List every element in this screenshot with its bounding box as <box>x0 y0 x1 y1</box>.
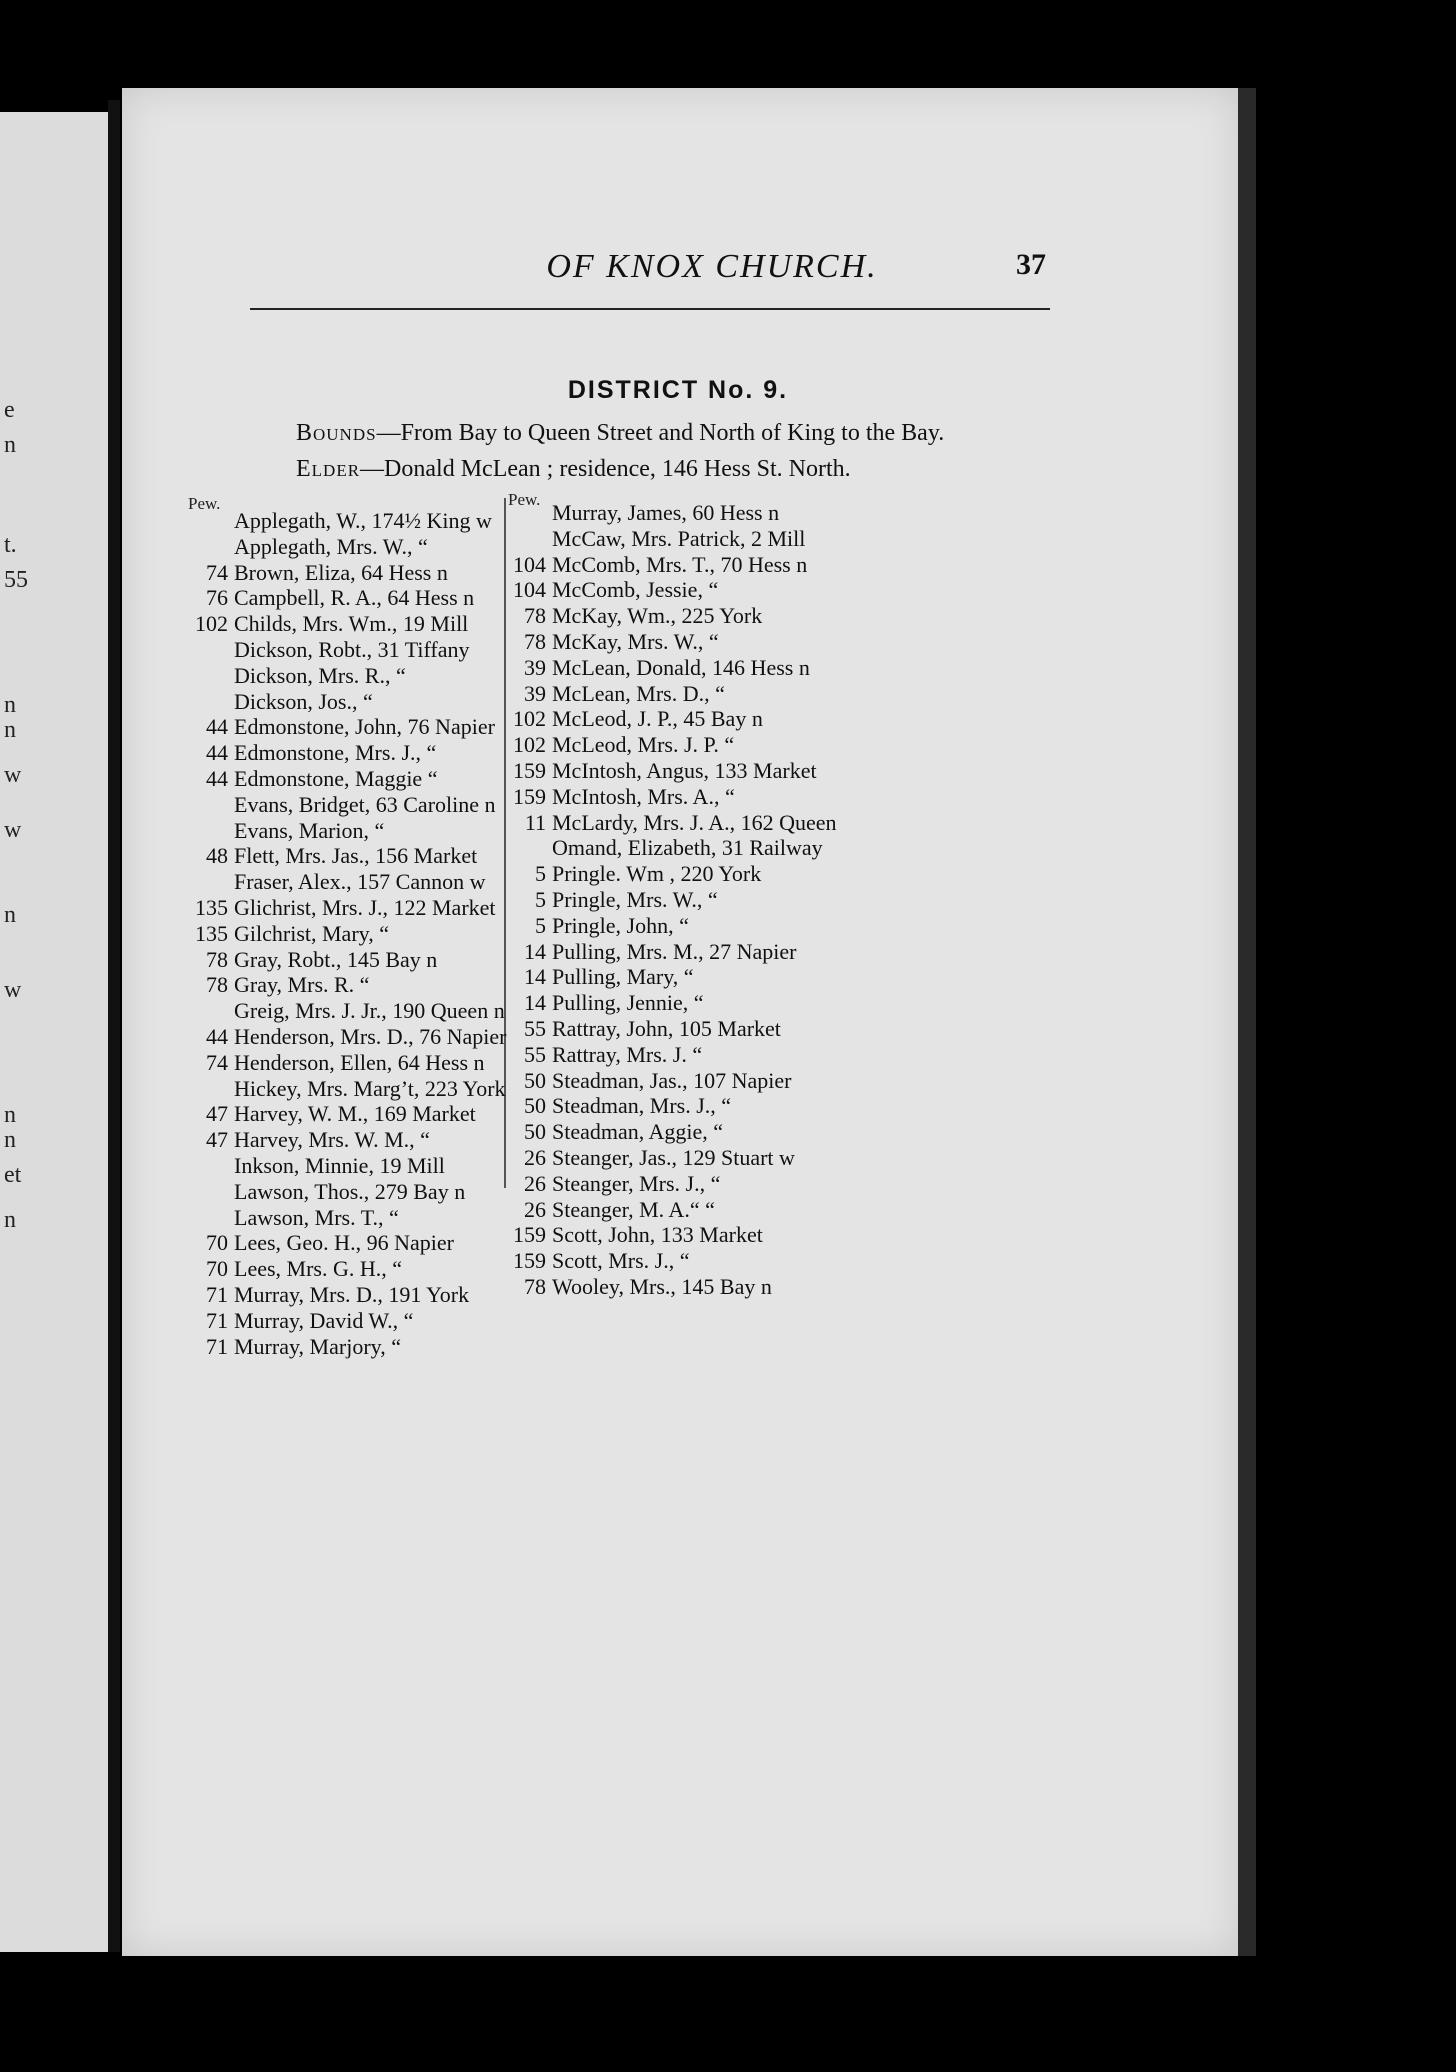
member-entry: McComb, Mrs. T., 70 Hess n <box>552 551 808 577</box>
facing-page-fragment: w <box>4 817 22 843</box>
facing-page-fragment: n <box>4 692 16 718</box>
member-entry: McLean, Donald, 146 Hess n <box>552 654 810 680</box>
directory-row <box>184 611 514 637</box>
member-entry: McComb, Jessie, “ <box>552 577 719 603</box>
member-entry: Edmonstone, Mrs. J., “ <box>234 740 437 766</box>
pew-number: 102 <box>195 611 228 637</box>
pew-number: 135 <box>195 920 228 946</box>
directory-row <box>184 689 514 715</box>
directory-row <box>502 758 922 784</box>
member-entry: Edmonstone, Maggie “ <box>234 765 438 791</box>
member-entry: McIntosh, Mrs. A., “ <box>552 783 735 809</box>
directory-row <box>184 1230 514 1256</box>
pew-number <box>184 1179 234 1205</box>
directory-row <box>184 1308 514 1334</box>
directory-row <box>184 818 514 844</box>
pew-number <box>184 508 234 534</box>
pew-number: 5 <box>535 912 546 938</box>
directory-row <box>184 1256 514 1282</box>
directory-row <box>184 1076 514 1102</box>
directory-row <box>502 526 922 552</box>
member-entry: Fraser, Alex., 157 Cannon w <box>234 869 486 895</box>
directory-row <box>184 534 514 560</box>
member-entry: Evans, Marion, “ <box>234 817 385 843</box>
pew-number: 71 <box>206 1333 228 1359</box>
pew-number: 26 <box>524 1144 546 1170</box>
pew-number: 78 <box>524 603 546 629</box>
pew-number: 5 <box>535 886 546 912</box>
pew-number: 104 <box>513 551 546 577</box>
directory-row <box>502 1248 922 1274</box>
member-entry: Steadman, Jas., 107 Napier <box>552 1067 792 1093</box>
directory-row <box>502 1197 922 1223</box>
directory-row <box>184 560 514 586</box>
member-entry: Rattray, John, 105 Market <box>552 1015 781 1041</box>
pew-number: 159 <box>513 1222 546 1248</box>
pew-number: 78 <box>206 946 228 972</box>
pew-number: 74 <box>206 1049 228 1075</box>
member-entry: Murray, David W., “ <box>234 1307 414 1333</box>
member-entry: McCaw, Mrs. Patrick, 2 Mill <box>552 525 806 551</box>
member-entry: Applegath, Mrs. W., “ <box>234 533 428 559</box>
directory-row <box>184 637 514 663</box>
book-gutter <box>108 100 120 1952</box>
directory-row <box>184 1127 514 1153</box>
pew-number: 26 <box>524 1196 546 1222</box>
member-entry: McLean, Mrs. D., “ <box>552 680 725 706</box>
member-entry: Inkson, Minnie, 19 Mill <box>234 1152 445 1178</box>
pew-number: 5 <box>535 861 546 887</box>
directory-row <box>502 552 922 578</box>
pew-number: 70 <box>206 1256 228 1282</box>
pew-number <box>184 663 234 689</box>
member-entry: Edmonstone, John, 76 Napier <box>234 714 495 740</box>
pew-number: 14 <box>524 990 546 1016</box>
member-entry: Hickey, Mrs. Marg’t, 223 York <box>234 1075 506 1101</box>
member-entry: Lees, Mrs. G. H., “ <box>234 1256 403 1282</box>
elder-text: —Donald McLean ; residence, 146 Hess St. North. <box>360 456 851 482</box>
pew-number: 39 <box>524 654 546 680</box>
directory-row <box>184 585 514 611</box>
pew-number: 47 <box>206 1101 228 1127</box>
pew-number <box>184 637 234 663</box>
pew-number: 78 <box>524 628 546 654</box>
directory-row <box>184 1050 514 1076</box>
pew-number: 48 <box>206 843 228 869</box>
pew-number: 44 <box>206 1023 228 1049</box>
directory-row <box>502 1068 922 1094</box>
left-column <box>184 508 514 1359</box>
pew-number: 26 <box>524 1170 546 1196</box>
member-entry: Scott, John, 133 Market <box>552 1222 763 1248</box>
member-entry: Rattray, Mrs. J. “ <box>552 1041 703 1067</box>
member-entry: Applegath, W., 174½ King w <box>234 508 492 533</box>
directory-row <box>502 939 922 965</box>
directory-row <box>502 732 922 758</box>
member-entry: Wooley, Mrs., 145 Bay n <box>552 1273 772 1299</box>
member-entry: McKay, Mrs. W., “ <box>552 628 719 654</box>
pew-number: 76 <box>206 585 228 611</box>
pew-number: 78 <box>206 972 228 998</box>
member-entry: Steanger, Mrs. J., “ <box>552 1170 721 1196</box>
directory-row <box>502 835 922 861</box>
directory-row <box>184 895 514 921</box>
member-entry: Brown, Eliza, 64 Hess n <box>234 559 448 585</box>
member-entry: McLeod, J. P., 45 Bay n <box>552 706 763 732</box>
directory-row <box>502 1222 922 1248</box>
member-entry: Gray, Mrs. R. “ <box>234 972 370 998</box>
facing-page-fragment: t. <box>4 532 17 558</box>
member-entry: McIntosh, Angus, 133 Market <box>552 757 817 783</box>
pew-number <box>184 1205 234 1231</box>
directory-row <box>502 1016 922 1042</box>
directory-row <box>502 1119 922 1145</box>
member-entry: Pringle, John, “ <box>552 912 689 938</box>
pew-number: 74 <box>206 559 228 585</box>
directory-row <box>502 681 922 707</box>
directory-row <box>184 998 514 1024</box>
directory-row <box>502 990 922 1016</box>
pew-number <box>184 792 234 818</box>
directory-row <box>502 655 922 681</box>
member-entry: Flett, Mrs. Jas., 156 Market <box>234 843 478 869</box>
pew-number: 70 <box>206 1230 228 1256</box>
pew-number <box>502 500 552 526</box>
directory-row <box>184 792 514 818</box>
member-entry: Harvey, Mrs. W. M., “ <box>234 1127 430 1153</box>
directory-row <box>502 861 922 887</box>
pew-number: 159 <box>513 757 546 783</box>
pew-number: 71 <box>206 1281 228 1307</box>
pew-number <box>502 526 552 552</box>
member-entry: Pulling, Mrs. M., 27 Napier <box>552 938 797 964</box>
directory-row <box>184 740 514 766</box>
facing-page-fragment: et <box>4 1162 22 1188</box>
facing-page-fragment: n <box>4 1207 16 1233</box>
pew-number: 14 <box>524 964 546 990</box>
directory-row <box>502 629 922 655</box>
page-edge <box>1238 88 1256 1956</box>
pew-number: 159 <box>513 1248 546 1274</box>
pew-number <box>184 869 234 895</box>
facing-page-fragment: 55 <box>4 567 28 593</box>
pew-number: 50 <box>524 1119 546 1145</box>
member-entry: Lawson, Mrs. T., “ <box>234 1204 399 1230</box>
bounds-text: —From Bay to Queen Street and North of King to the Bay. <box>376 420 945 446</box>
member-entry: Steadman, Mrs. J., “ <box>552 1093 732 1119</box>
member-entry: Pringle, Mrs. W., “ <box>552 886 718 912</box>
directory-row <box>184 1024 514 1050</box>
directory-row <box>502 1171 922 1197</box>
member-entry: Dickson, Jos., “ <box>234 688 373 714</box>
facing-page-fragment: n <box>4 432 16 458</box>
directory-row <box>184 508 514 534</box>
member-entry: McLeod, Mrs. J. P. “ <box>552 732 735 758</box>
member-entry: Lawson, Thos., 279 Bay n <box>234 1178 466 1204</box>
district-heading: DISTRICT No. 9. <box>567 376 789 404</box>
pew-number <box>502 835 552 861</box>
member-entry: Henderson, Ellen, 64 Hess n <box>234 1049 485 1075</box>
member-entry: Pulling, Mary, “ <box>552 964 694 990</box>
pew-number <box>184 534 234 560</box>
directory-row <box>502 1093 922 1119</box>
directory-row <box>184 1282 514 1308</box>
directory-row <box>184 663 514 689</box>
pew-number: 102 <box>513 732 546 758</box>
pew-number: 44 <box>206 714 228 740</box>
facing-page-fragment: n <box>4 1127 16 1153</box>
directory-row <box>502 500 922 526</box>
right-column <box>502 500 922 1300</box>
bounds-label: Bounds <box>296 420 377 446</box>
running-header-title: OF KNOX CHURCH. <box>546 248 878 285</box>
member-entry: McKay, Wm., 225 York <box>552 603 763 629</box>
directory-row <box>184 947 514 973</box>
directory-row <box>184 714 514 740</box>
facing-page-fragment: n <box>4 1102 16 1128</box>
member-entry: Dickson, Robt., 31 Tiffany <box>234 636 470 662</box>
bounds-line <box>296 420 944 447</box>
pew-number <box>184 1153 234 1179</box>
member-entry: Glichrist, Mrs. J., 122 Market <box>234 894 496 920</box>
elder-label: Elder <box>296 456 361 482</box>
page-number: 37 <box>1016 248 1046 281</box>
directory-row <box>502 810 922 836</box>
facing-page-fragment: w <box>4 977 22 1003</box>
member-entry: Murray, James, 60 Hess n <box>552 500 780 525</box>
directory-row <box>502 603 922 629</box>
pew-number: 50 <box>524 1093 546 1119</box>
book-page <box>122 88 1238 1956</box>
directory-row <box>502 913 922 939</box>
member-entry: Murray, Mrs. D., 191 York <box>234 1281 470 1307</box>
directory-row <box>502 1145 922 1171</box>
member-entry: Evans, Bridget, 63 Caroline n <box>234 791 496 817</box>
directory-row <box>502 706 922 732</box>
header-rule <box>250 308 1050 310</box>
pew-heading-right: Pew. <box>508 490 541 509</box>
pew-number: 11 <box>524 809 546 835</box>
directory-row <box>184 921 514 947</box>
member-entry: Pulling, Jennie, “ <box>552 990 704 1016</box>
elder-line <box>296 456 851 483</box>
member-entry: Campbell, R. A., 64 Hess n <box>234 585 475 611</box>
pew-heading-left: Pew. <box>188 494 221 513</box>
directory-row <box>184 972 514 998</box>
directory-row <box>502 1274 922 1300</box>
member-entry: Gilchrist, Mary, “ <box>234 920 389 946</box>
facing-page-fragment: e <box>4 397 15 423</box>
pew-number: 39 <box>524 680 546 706</box>
member-entry: Gray, Robt., 145 Bay n <box>234 946 438 972</box>
member-entry: Henderson, Mrs. D., 76 Napier <box>234 1023 507 1049</box>
pew-number: 135 <box>195 894 228 920</box>
member-entry: Murray, Marjory, “ <box>234 1333 401 1359</box>
member-entry: Greig, Mrs. J. Jr., 190 Queen n <box>234 998 505 1024</box>
directory-row <box>184 1179 514 1205</box>
member-entry: Lees, Geo. H., 96 Napier <box>234 1230 454 1256</box>
facing-page-fragment: n <box>4 902 16 928</box>
pew-number: 159 <box>513 783 546 809</box>
pew-number: 71 <box>206 1307 228 1333</box>
directory-row <box>502 577 922 603</box>
pew-number <box>184 998 234 1024</box>
pew-number: 47 <box>206 1127 228 1153</box>
member-entry: Childs, Mrs. Wm., 19 Mill <box>234 611 469 637</box>
pew-number: 55 <box>524 1041 546 1067</box>
pew-number: 55 <box>524 1015 546 1041</box>
directory-row <box>184 1334 514 1360</box>
member-entry: Dickson, Mrs. R., “ <box>234 662 406 688</box>
directory-row <box>184 766 514 792</box>
pew-number: 14 <box>524 938 546 964</box>
directory-row <box>502 784 922 810</box>
member-entry: Harvey, W. M., 169 Market <box>234 1101 476 1127</box>
member-entry: Steanger, Jas., 129 Stuart w <box>552 1144 795 1170</box>
directory-row <box>184 843 514 869</box>
pew-number: 104 <box>513 577 546 603</box>
pew-number <box>184 818 234 844</box>
directory-row <box>502 1042 922 1068</box>
pew-number: 44 <box>206 740 228 766</box>
directory-row <box>184 1153 514 1179</box>
directory-row <box>184 869 514 895</box>
member-entry: Omand, Elizabeth, 31 Railway <box>552 835 823 861</box>
directory-row <box>502 887 922 913</box>
facing-page-edge <box>0 112 108 1952</box>
directory-row <box>502 964 922 990</box>
facing-page-fragment: w <box>4 762 22 788</box>
member-entry: Steadman, Aggie, “ <box>552 1119 724 1145</box>
member-entry: Steanger, M. A.“ “ <box>552 1196 715 1222</box>
directory-row <box>184 1101 514 1127</box>
pew-number: 102 <box>513 706 546 732</box>
pew-number <box>184 1076 234 1102</box>
pew-number: 50 <box>524 1067 546 1093</box>
member-entry: Pringle. Wm , 220 York <box>552 861 762 887</box>
directory-row <box>184 1205 514 1231</box>
facing-page-fragment: n <box>4 717 16 743</box>
pew-number: 44 <box>206 765 228 791</box>
member-entry: McLardy, Mrs. J. A., 162 Queen <box>552 809 837 835</box>
pew-number <box>184 689 234 715</box>
member-entry: Scott, Mrs. J., “ <box>552 1248 690 1274</box>
pew-number: 78 <box>524 1273 546 1299</box>
